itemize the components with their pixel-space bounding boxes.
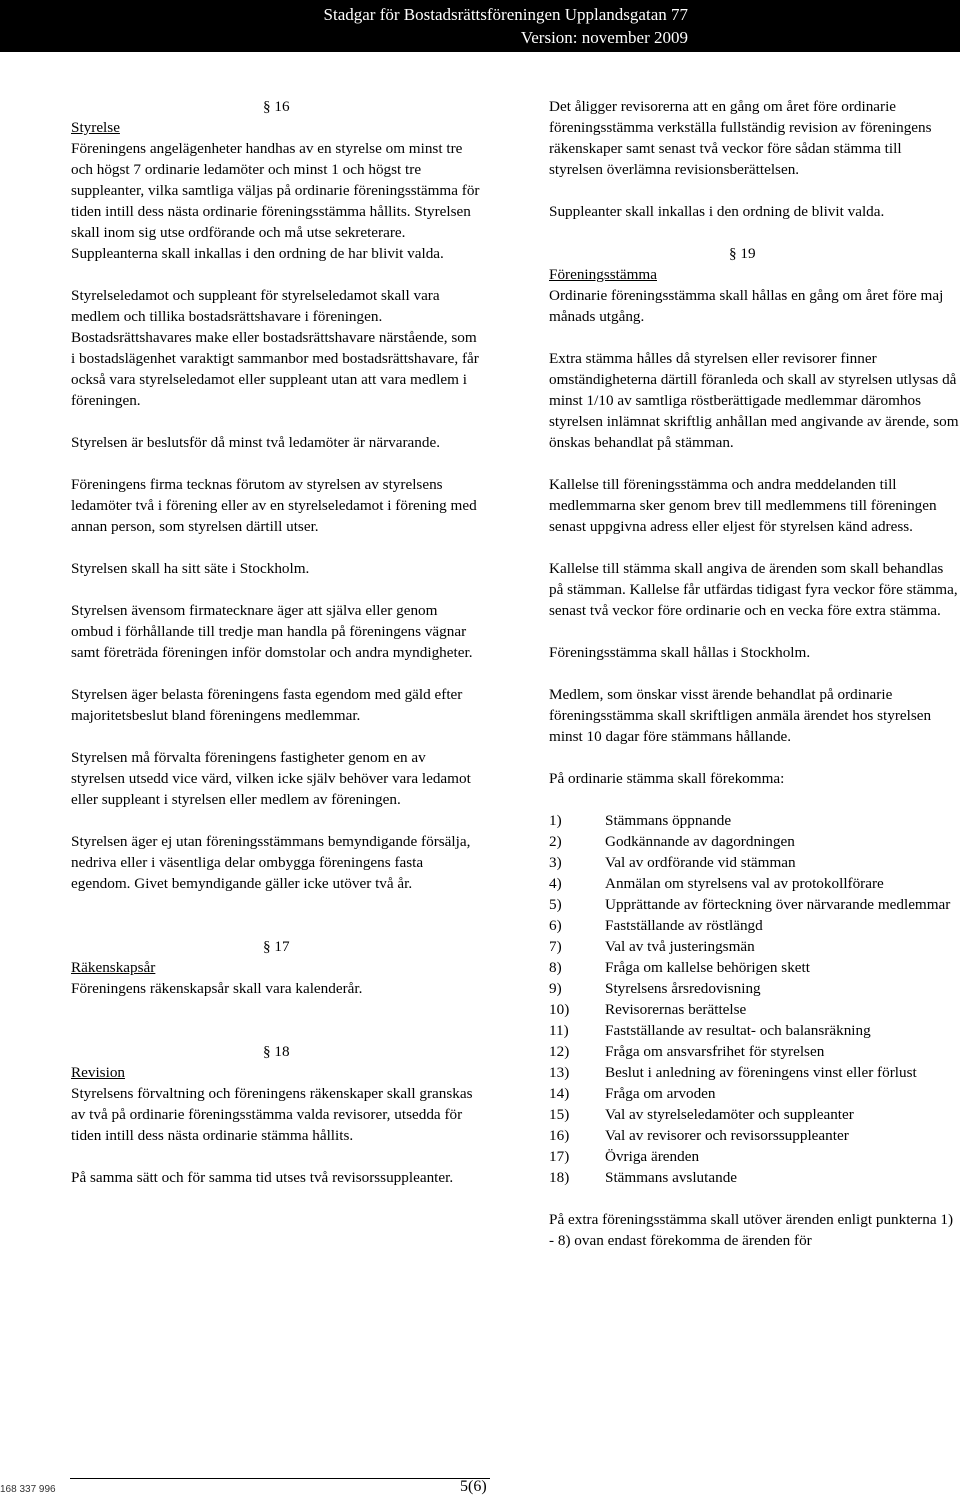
- page-header: [0, 0, 960, 52]
- agenda-item-number: 13): [549, 1064, 570, 1081]
- agenda-item: [549, 978, 959, 999]
- section-17-number: § 17: [263, 938, 290, 955]
- agenda-item: [549, 873, 959, 894]
- revision-paragraph: Det åligger revisorerna att en gång om året före ordinarie föreningsstämma verkställa fullständig revision av föreningens räkenskaper samt senast två veckor före sådan stämma till styrelsen överlämna revisionsberättelsen.: [549, 98, 932, 178]
- left-column: [71, 96, 483, 1188]
- agenda-item-text: Val av revisorer och revisorssuppleanter: [605, 1127, 849, 1144]
- agenda-item: [549, 999, 959, 1020]
- document-version: Version: november 2009: [520, 28, 688, 47]
- agenda-item: [549, 831, 959, 852]
- agenda-item: [549, 936, 959, 957]
- agenda-item-text: Val av två justeringsmän: [605, 938, 755, 955]
- agenda-item-number: 4): [549, 875, 562, 892]
- section-19-paragraph: Ordinarie föreningsstämma skall hållas en gång om året före maj månads utgång.: [549, 287, 944, 325]
- agenda-item-number: 5): [549, 896, 562, 913]
- section-19-heading: Föreningsstämma: [549, 266, 657, 283]
- agenda-item: [549, 1062, 959, 1083]
- section-18-paragraph: Styrelsens förvaltning och föreningens räkenskaper skall granskas av två på ordinarie föreningsstämma valda revisorer, utsedda för tiden intill dess nästa ordinarie stämma hållits.: [71, 1085, 473, 1144]
- agenda-item: [549, 810, 959, 831]
- agenda-item: [549, 1167, 959, 1188]
- agenda-item-text: Revisorernas berättelse: [605, 1001, 747, 1018]
- agenda-item-text: Fråga om kallelse behörigen skett: [605, 959, 810, 976]
- section-16-paragraph: Styrelseledamot och suppleant för styrelseledamot skall vara medlem och tillika bostadsrättshavare i föreningen. Bostadsrättshavares make eller bostadsrättshavare närstående, som i bostadslägenhet varaktigt sammanbor med bostadsrättshavare, får också vara styrelseledamot eller suppleant utan att vara medlem i föreningen.: [71, 287, 479, 409]
- agenda-item-number: 9): [549, 980, 562, 997]
- agenda-item: [549, 1146, 959, 1167]
- agenda-item: [549, 915, 959, 936]
- footer-divider: [70, 1478, 490, 1479]
- agenda-item-number: 12): [549, 1043, 570, 1060]
- agenda-item-text: Anmälan om styrelsens val av protokollförare: [605, 875, 884, 892]
- agenda-item-text: Val av styrelseledamöter och suppleanter: [605, 1106, 854, 1123]
- agenda-item: [549, 852, 959, 873]
- agenda-item-number: 2): [549, 833, 562, 850]
- section-19-paragraph: Föreningsstämma skall hållas i Stockholm.: [549, 644, 811, 661]
- section-16-paragraph: Styrelsen är beslutsför då minst två ledamöter är närvarande.: [71, 434, 441, 451]
- agenda-item-number: 17): [549, 1148, 570, 1165]
- page-number: 5(6): [460, 1478, 487, 1495]
- agenda-item: [549, 894, 959, 915]
- agenda-item-text: Upprättande av förteckning över närvarande medlemmar: [605, 896, 951, 913]
- agenda-item-number: 7): [549, 938, 562, 955]
- agenda-list: [549, 810, 959, 1188]
- agenda-item-number: 8): [549, 959, 562, 976]
- section-17-heading: Räkenskapsår: [71, 959, 156, 976]
- section-16-paragraph: Styrelsen äger ej utan föreningsstämmans bemyndigande försälja, nedriva eller i väsentliga delar ombygga föreningens fasta egendom. Givet bemyndigande gäller icke utöver två år.: [71, 833, 471, 892]
- agenda-item-text: Fråga om arvoden: [605, 1085, 716, 1102]
- section-19-number: § 19: [729, 245, 756, 262]
- agenda-item-number: 14): [549, 1085, 570, 1102]
- section-19-paragraph: Kallelse till stämma skall angiva de ärenden som skall behandlas på stämman. Kallelse får utfärdas tidigast fyra veckor före stämma, senast två veckor före ordinarie och en vecka före extra stämma.: [549, 560, 958, 619]
- agenda-item-text: Fråga om ansvarsfrihet för styrelsen: [605, 1043, 825, 1060]
- agenda-item: [549, 957, 959, 978]
- section-19-paragraph: Medlem, som önskar visst ärende behandlat på ordinarie föreningsstämma skall skriftligen anmäla ärendet hos styrelsen minst 10 dagar före stämmans hållande.: [549, 686, 932, 745]
- section-16-heading: Styrelse: [71, 119, 120, 136]
- agenda-item-number: 11): [549, 1022, 569, 1039]
- section-17-paragraph: Föreningens räkenskapsår skall vara kalenderår.: [71, 980, 363, 997]
- agenda-item: [549, 1083, 959, 1104]
- section-16-paragraph: Styrelsen skall ha sitt säte i Stockholm.: [71, 560, 310, 577]
- agenda-item: [549, 1125, 959, 1146]
- agenda-item-text: Val av ordförande vid stämman: [605, 854, 796, 871]
- agenda-item: [549, 1020, 959, 1041]
- section-19-paragraph: På ordinarie stämma skall förekomma:: [549, 770, 785, 787]
- agenda-item-text: Övriga ärenden: [605, 1148, 700, 1165]
- section-16-paragraph: Styrelsen äger belasta föreningens fasta egendom med gäld efter majoritetsbeslut bland föreningens medlemmar.: [71, 686, 463, 724]
- agenda-item-number: 6): [549, 917, 562, 934]
- document-id: 168 337 996: [0, 1484, 56, 1495]
- section-19-paragraph: På extra föreningsstämma skall utöver ärenden enligt punkterna 1) - 8) ovan endast förekomma de ärenden för: [549, 1211, 954, 1249]
- agenda-item-number: 10): [549, 1001, 570, 1018]
- agenda-item-number: 1): [549, 812, 562, 829]
- agenda-item-number: 15): [549, 1106, 570, 1123]
- section-19-paragraph: Extra stämma hålles då styrelsen eller revisorer finner omständigheterna därtill föranleda och skall av styrelsen utlysas då minst 1/10 av samtliga röstberättigade medlemmar däromhos styrelsen inlämnat skriftlig anhållan med angivande av ärende, som önskas behandlat på stämman.: [549, 350, 959, 451]
- section-19-paragraph: Kallelse till föreningsstämma och andra meddelanden till medlemmarna sker genom brev till medlemmens till föreningen senast uppgivna adress eller eljest för styrelsen känd adress.: [549, 476, 937, 535]
- agenda-item-number: 16): [549, 1127, 570, 1144]
- agenda-item-text: Stämmans avslutande: [605, 1169, 738, 1186]
- agenda-item-number: 3): [549, 854, 562, 871]
- agenda-item-text: Styrelsens årsredovisning: [605, 980, 761, 997]
- section-16-paragraph: Styrelsen ävensom firmatecknare äger att själva eller genom ombud i förhållande till tredje man handla på föreningens vägnar samt företräda föreningen inför domstolar och andra myndigheter.: [71, 602, 473, 661]
- agenda-item: [549, 1104, 959, 1125]
- section-18-heading: Revision: [71, 1064, 126, 1081]
- section-18-paragraph: På samma sätt och för samma tid utses två revisorssuppleanter.: [71, 1169, 454, 1186]
- section-16-paragraph: Föreningens firma tecknas förutom av styrelsen av styrelsens ledamöter två i förening eller av en styrelseledamot i förening med annan person, som styrelsen därtill utser.: [71, 476, 477, 535]
- agenda-item-text: Beslut i anledning av föreningens vinst eller förlust: [605, 1064, 917, 1081]
- agenda-item-text: Fastställande av resultat- och balansräkning: [605, 1022, 871, 1039]
- agenda-item: [549, 1041, 959, 1062]
- document-title: Stadgar för Bostadsrättsföreningen Upplandsgatan 77: [323, 5, 688, 24]
- section-16-paragraph: Styrelsen må förvalta föreningens fastigheter genom en av styrelsen utsedd vice värd, vilken icke själv behöver vara ledamot eller suppleant i styrelsen eller medlem av föreningen.: [71, 749, 471, 808]
- agenda-item-text: Godkännande av dagordningen: [605, 833, 795, 850]
- agenda-item-number: 18): [549, 1169, 570, 1186]
- section-16-paragraph: Föreningens angelägenheter handhas av en styrelse om minst tre och högst 7 ordinarie ledamöter och minst 1 och högst tre suppleanter, vilka samtliga väljas på ordinarie föreningsstämma för tiden intill dess nästa ordinarie föreningsstämma hållits. Styrelsen skall inom sig utse ordförande och må utse sekreterare. Suppleanterna skall inkallas i den ordning de har blivit valda.: [71, 140, 480, 262]
- section-18-number: § 18: [263, 1043, 290, 1060]
- revision-paragraph: Suppleanter skall inkallas i den ordning de blivit valda.: [549, 203, 885, 220]
- section-16-number: § 16: [263, 98, 290, 115]
- agenda-item-text: Stämmans öppnande: [605, 812, 732, 829]
- agenda-item-text: Fastställande av röstlängd: [605, 917, 763, 934]
- right-column: [549, 96, 959, 1251]
